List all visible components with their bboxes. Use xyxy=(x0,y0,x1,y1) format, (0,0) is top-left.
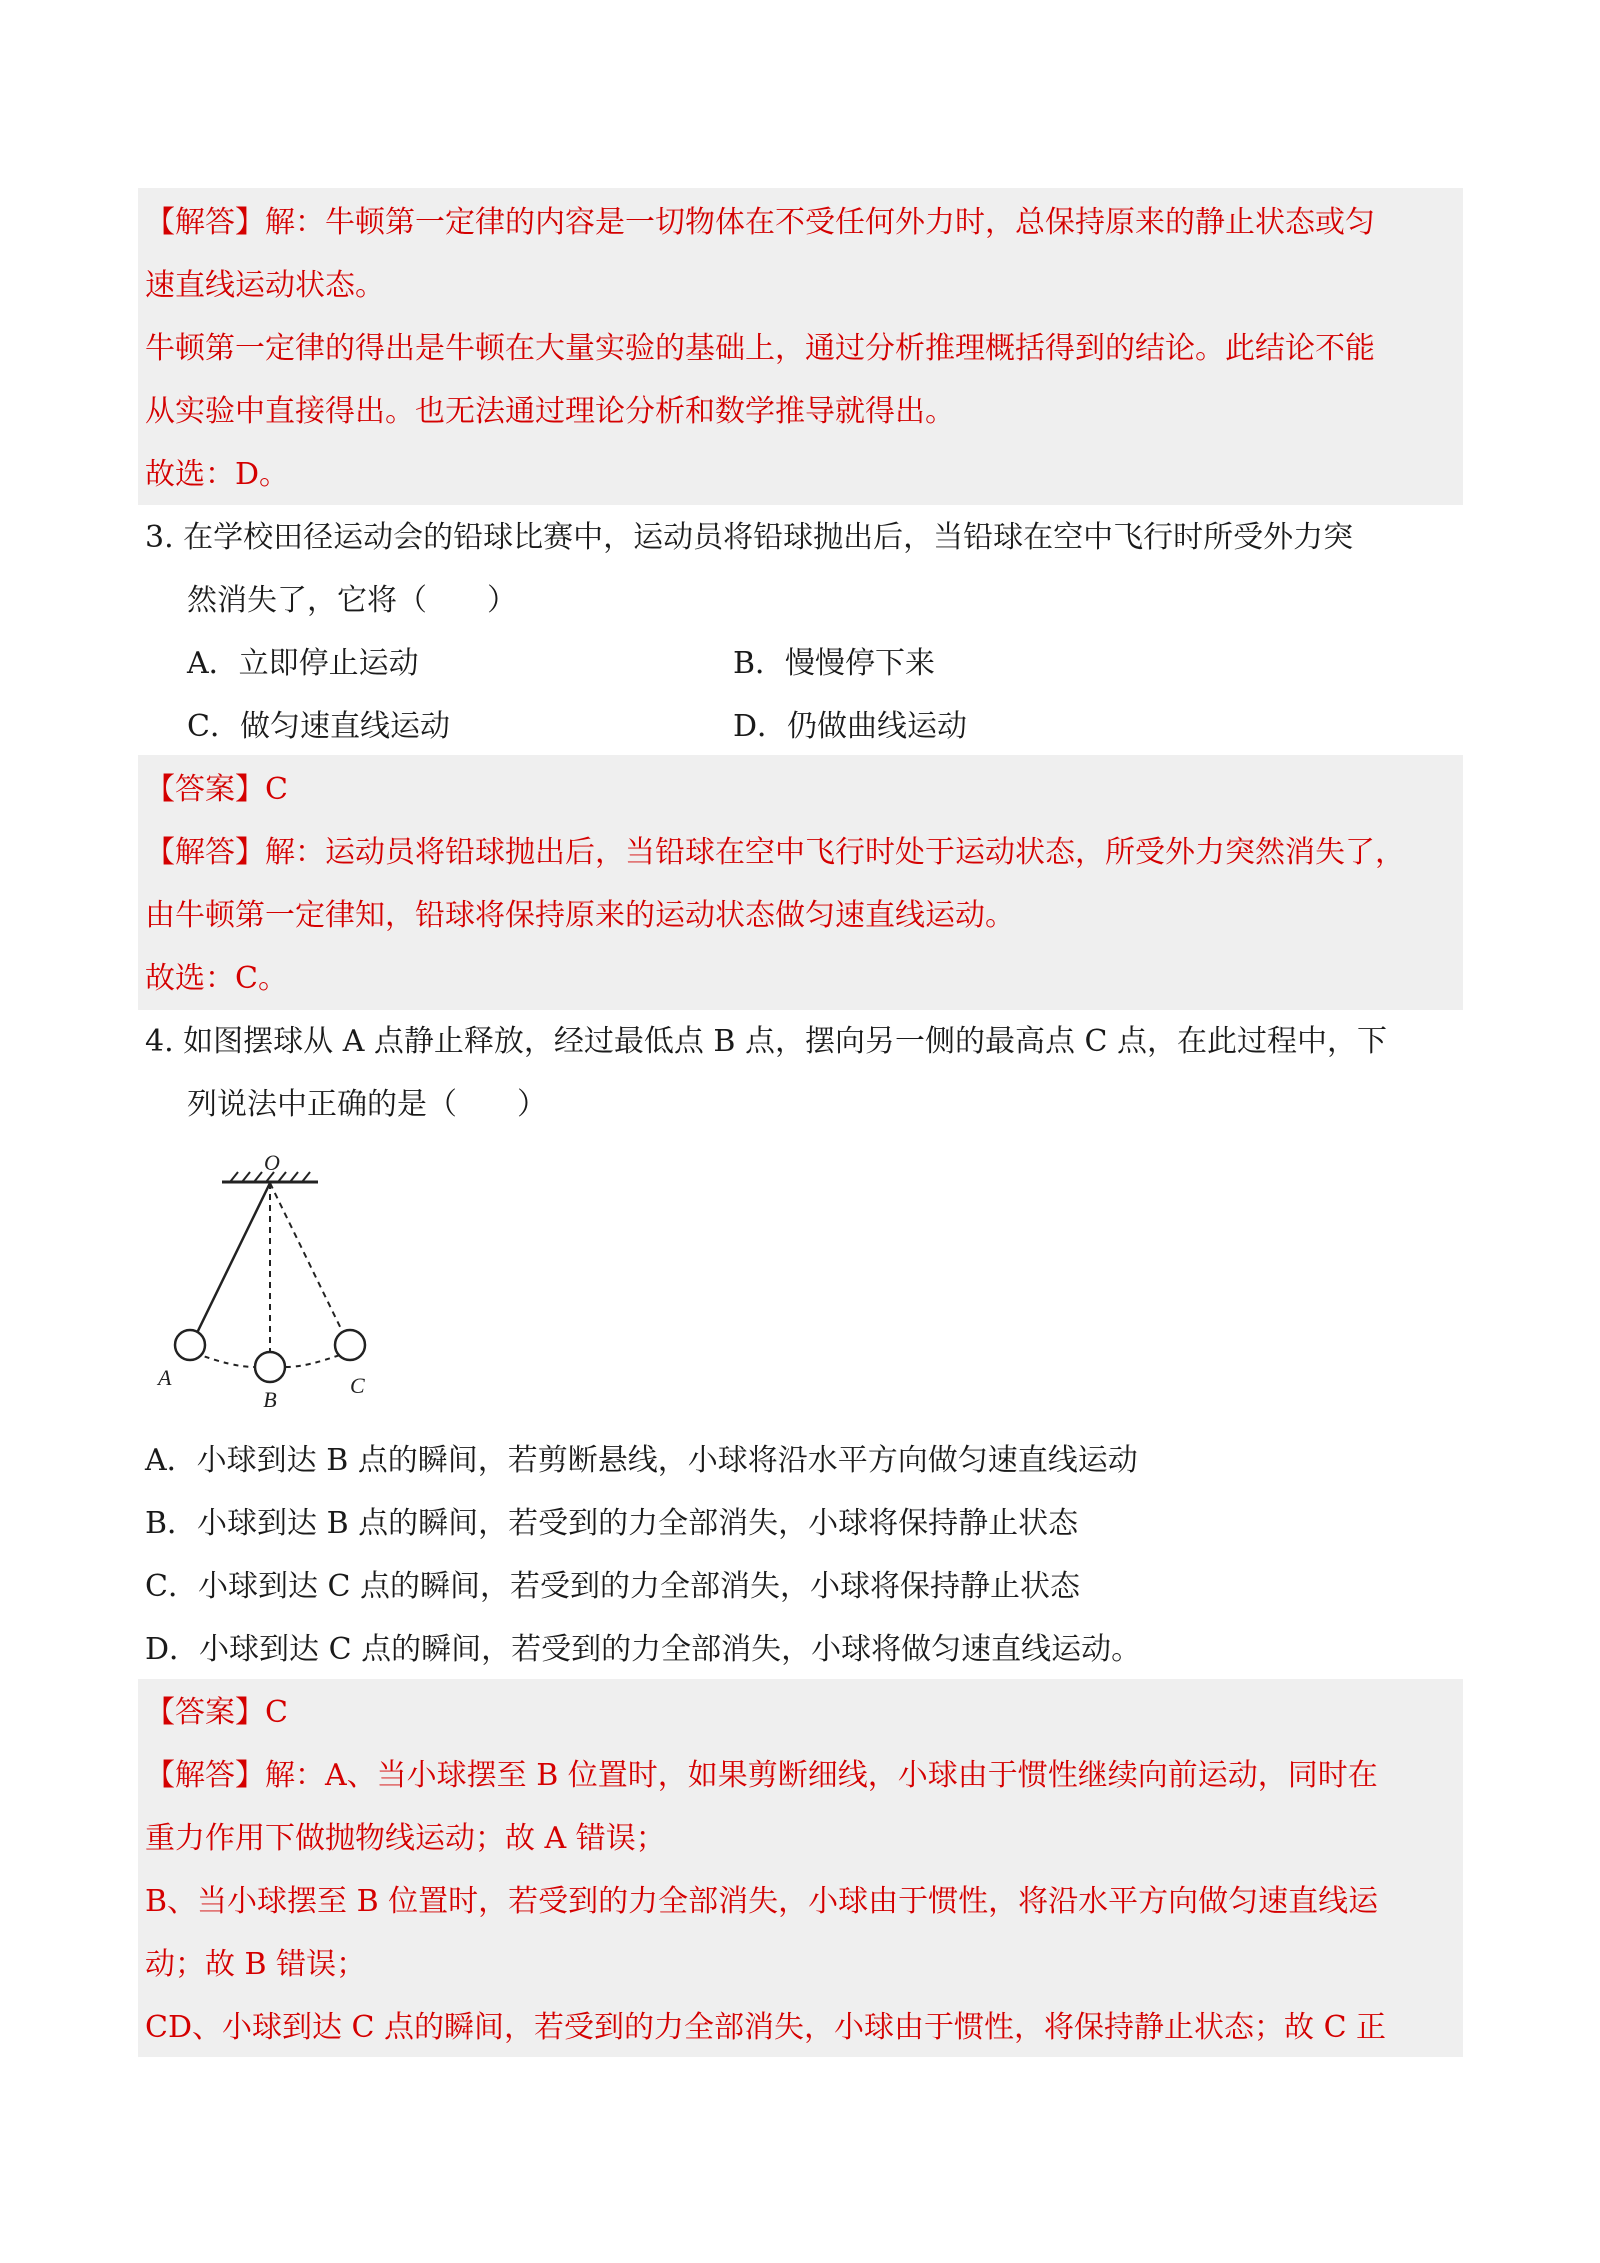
q4-option-b: B．小球到达 B 点的瞬间，若受到的力全部消失，小球将保持静止状态 xyxy=(145,1506,1079,1541)
q4-solution-line-3: B、当小球摆至 B 位置时，若受到的力全部消失，小球由于惯性，将沿水平方向做匀速直线运 xyxy=(145,1884,1379,1919)
answer-value: C xyxy=(265,1695,288,1730)
solution-text: 解：牛顿第一定律的内容是一切物体在不受任何外力时，总保持原来的静止状态或匀 xyxy=(265,205,1375,240)
q3-solution-line-1 xyxy=(145,832,1405,874)
pendulum-string-a xyxy=(195,1183,270,1337)
q3-option-c: C．做匀速直线运动 xyxy=(187,709,450,744)
pendulum-figure xyxy=(140,1145,380,1410)
solution-band-q4 xyxy=(138,1679,1463,2057)
swing-arc-left xyxy=(195,1353,254,1367)
q3-option-d: D．仍做曲线运动 xyxy=(733,709,968,744)
q2-solution-line-4: 从实验中直接得出。也无法通过理论分析和数学推导就得出。 xyxy=(145,394,955,429)
q3-stem-line-1: 3. 在学校田径运动会的铅球比赛中，运动员将铅球抛出后，当铅球在空中飞行时所受外力突 xyxy=(145,520,1354,555)
label-o: O xyxy=(264,1150,280,1175)
q3-choice-line: 故选：C。 xyxy=(145,961,288,996)
q3-solution-line-2: 由牛顿第一定律知，铅球将保持原来的运动状态做匀速直线运动。 xyxy=(145,898,1015,933)
answer-tag: 【答案】 xyxy=(145,772,265,807)
q2-solution-line-3: 牛顿第一定律的得出是牛顿在大量实验的基础上，通过分析推理概括得到的结论。此结论不能 xyxy=(145,331,1375,366)
q4-stem-line-2: 列说法中正确的是（ ） xyxy=(187,1087,547,1122)
q4-solution-line-5: CD、小球到达 C 点的瞬间，若受到的力全部消失，小球由于惯性，将保持静止状态；故 C 正 xyxy=(145,2010,1387,2045)
q3-stem-line-2: 然消失了，它将（ ） xyxy=(187,583,517,618)
q3-option-b: B．慢慢停下来 xyxy=(733,646,936,681)
q2-solution-line-1 xyxy=(145,202,1375,244)
q4-answer-line xyxy=(145,1692,288,1734)
q4-solution-line-1 xyxy=(145,1755,1378,1797)
solution-band-q3 xyxy=(138,755,1463,1010)
q2-solution-line-2: 速直线运动状态。 xyxy=(145,268,385,303)
q4-option-d: D．小球到达 C 点的瞬间，若受到的力全部消失，小球将做匀速直线运动。 xyxy=(145,1632,1142,1667)
q4-stem-line-1: 4. 如图摆球从 A 点静止释放，经过最低点 B 点，摆向另一侧的最高点 C 点，在此过程中，下 xyxy=(145,1024,1388,1059)
solution-tag: 【解答】 xyxy=(145,1758,265,1793)
swing-arc-right xyxy=(286,1353,345,1367)
q4-option-a: A．小球到达 B 点的瞬间，若剪断悬线，小球将沿水平方向做匀速直线运动 xyxy=(145,1443,1138,1478)
q3-option-a: A．立即停止运动 xyxy=(187,646,419,681)
q4-option-c: C．小球到达 C 点的瞬间，若受到的力全部消失，小球将保持静止状态 xyxy=(145,1569,1080,1604)
solution-text: 解：A、当小球摆至 B 位置时，如果剪断细线，小球由于惯性继续向前运动，同时在 xyxy=(265,1758,1378,1793)
label-c: C xyxy=(350,1373,365,1398)
label-b: B xyxy=(263,1387,277,1410)
solution-tag: 【解答】 xyxy=(145,835,265,870)
q4-solution-line-4: 动；故 B 错误； xyxy=(145,1947,367,1982)
solution-text: 解：运动员将铅球抛出后，当铅球在空中飞行时处于运动状态，所受外力突然消失了， xyxy=(265,835,1405,870)
answer-value: C xyxy=(265,772,288,807)
pendulum-string-c xyxy=(270,1183,345,1337)
q3-answer-line xyxy=(145,769,288,811)
ball-c xyxy=(335,1330,365,1360)
answer-tag: 【答案】 xyxy=(145,1695,265,1730)
solution-tag: 【解答】 xyxy=(145,205,265,240)
q4-solution-line-2: 重力作用下做抛物线运动；故 A 错误； xyxy=(145,1821,666,1856)
q2-choice-line: 故选：D。 xyxy=(145,457,290,492)
ball-b xyxy=(255,1352,285,1382)
ball-a xyxy=(175,1330,205,1360)
label-a: A xyxy=(158,1365,172,1390)
